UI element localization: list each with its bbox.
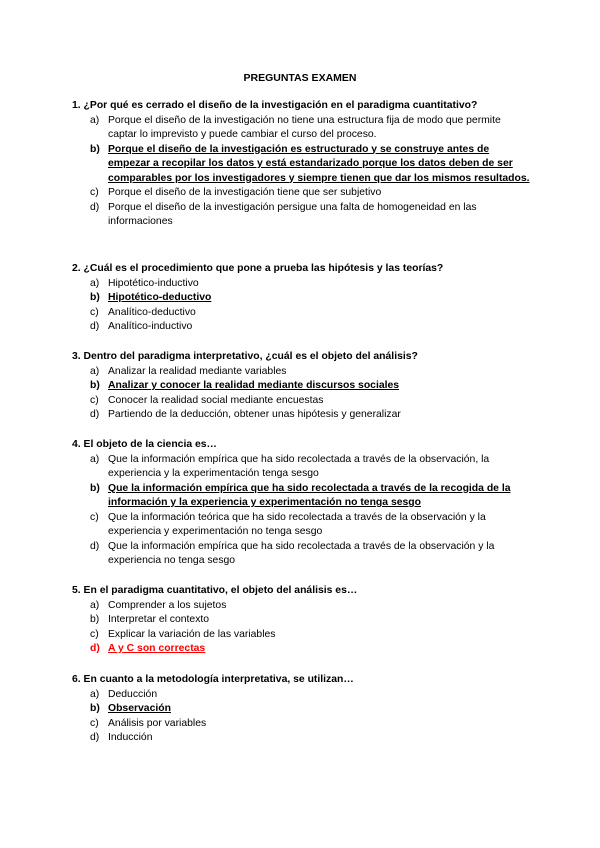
page-title: PREGUNTAS EXAMEN [243,72,357,84]
question-2 [72,262,532,335]
options-list [72,114,532,230]
option-letter: c) [90,511,99,523]
option-b-correct [72,482,532,511]
option-text: Porque el diseño de la investigación es estructurado y se construye antes de empezar a recopilar los datos y está estandarizado porque los datos deben de ser comparables por los investigadores y siempre tienen que dar los mismos resultados. [108,143,530,184]
option-text: Analizar la realidad mediante variables [108,365,287,377]
question-6 [72,673,532,746]
option-letter: a) [90,365,100,377]
option-text: Partiendo de la deducción, obtener unas hipótesis y generalizar [108,409,401,420]
option-text: Conocer la realidad social mediante encuestas [108,394,324,406]
option-letter: a) [90,277,100,289]
question-text: 6. En cuanto a la metodología interpretativa, se utilizan… [72,674,354,685]
option-b-correct [72,291,532,306]
option-letter: b) [90,614,100,625]
option-text: Inducción [108,732,153,743]
option-text: A y C son correctas [108,643,206,654]
option-c [72,511,532,540]
option-letter: a) [90,688,100,700]
option-text: Hipotético-deductivo [108,292,212,303]
option-letter: b) [90,482,100,494]
option-b-correct [72,379,532,394]
question-text: 5. En el paradigma cuantitativo, el objeto del análisis es… [72,585,358,596]
options-list [72,365,532,423]
option-text: Que la información empírica que ha sido recolectada a través de la recogida de la información y la experiencia y experimentación no tenga sesgo [108,482,511,508]
option-d [72,731,532,746]
option-text: Explicar la variación de las variables [108,628,276,640]
question-text: 4. El objeto de la ciencia es… [72,439,217,450]
option-c [72,394,532,409]
option-letter: b) [90,292,100,303]
option-text: Porque el diseño de la investigación persigue una falta de homogeneidad en las informaciones [108,201,477,227]
option-letter: a) [90,453,100,465]
option-text: Analítico-inductivo [108,321,193,332]
option-letter: c) [90,717,99,729]
option-text: Porque el diseño de la investigación no tiene una estructura fija de modo que permite captar lo imprevisto y puede cambiar el curso del proceso. [108,114,501,140]
question-4 [72,438,532,569]
option-text: Analítico-deductivo [108,306,196,318]
option-letter: d) [90,732,100,743]
option-text: Deducción [108,688,158,700]
option-text: Que la información empírica que ha sido recolectada a través de la observación y la experiencia no tenga sesgo [108,540,495,566]
option-letter: a) [90,114,100,126]
option-text: Comprender a los sujetos [108,599,227,611]
option-a [72,599,532,614]
option-letter: c) [90,394,99,406]
option-letter: d) [90,643,100,654]
options-list [72,453,532,569]
option-b-correct [72,702,532,717]
option-letter: a) [90,599,100,611]
option-text: Hipotético-inductivo [108,277,199,289]
options-list [72,688,532,746]
option-d [72,408,532,423]
option-text: Analizar y conocer la realidad mediante discursos sociales [108,380,400,391]
option-letter: d) [90,201,100,213]
question-text: 1. ¿Por qué es cerrado el diseño de la investigación en el paradigma cuantitativo? [72,100,478,111]
option-letter: d) [90,409,100,420]
option-letter: c) [90,628,99,640]
option-c [72,306,532,321]
option-d [72,320,532,335]
option-letter: c) [90,306,99,318]
option-text: Porque el diseño de la investigación tiene que ser subjetivo [108,187,382,198]
option-c [72,628,532,643]
question-3 [72,350,532,423]
option-letter: b) [90,703,100,714]
option-letter: d) [90,540,100,552]
option-b [72,613,532,628]
question-text: 2. ¿Cuál es el procedimiento que pone a prueba las hipótesis y las teorías? [72,263,444,274]
option-text: Que la información teórica que ha sido recolectada a través de la observación y la experiencia y experimentación no tenga sesgo [108,511,486,537]
option-letter: d) [90,321,100,332]
question-text: 3. Dentro del paradigma interpretativo, ¿cuál es el objeto del análisis? [72,351,418,362]
option-text: Análisis por variables [108,717,207,729]
option-letter: c) [90,187,99,198]
option-d [72,540,532,569]
option-a [72,453,532,482]
option-text: Observación [108,703,171,714]
question-1 [72,99,532,230]
options-list [72,277,532,335]
option-letter: b) [90,143,100,155]
option-c [72,186,532,201]
option-a [72,365,532,380]
option-d-correct [72,642,532,657]
option-d [72,201,532,230]
option-b-correct [72,143,532,187]
question-5 [72,584,532,657]
option-letter: b) [90,380,100,391]
option-text: Que la información empírica que ha sido recolectada a través de la observación, la experiencia y la experimentación tenga sesgo [108,453,490,479]
option-c [72,717,532,732]
option-a [72,277,532,292]
option-a [72,688,532,703]
option-text: Interpretar el contexto [108,614,210,625]
option-a [72,114,532,143]
options-list [72,599,532,657]
